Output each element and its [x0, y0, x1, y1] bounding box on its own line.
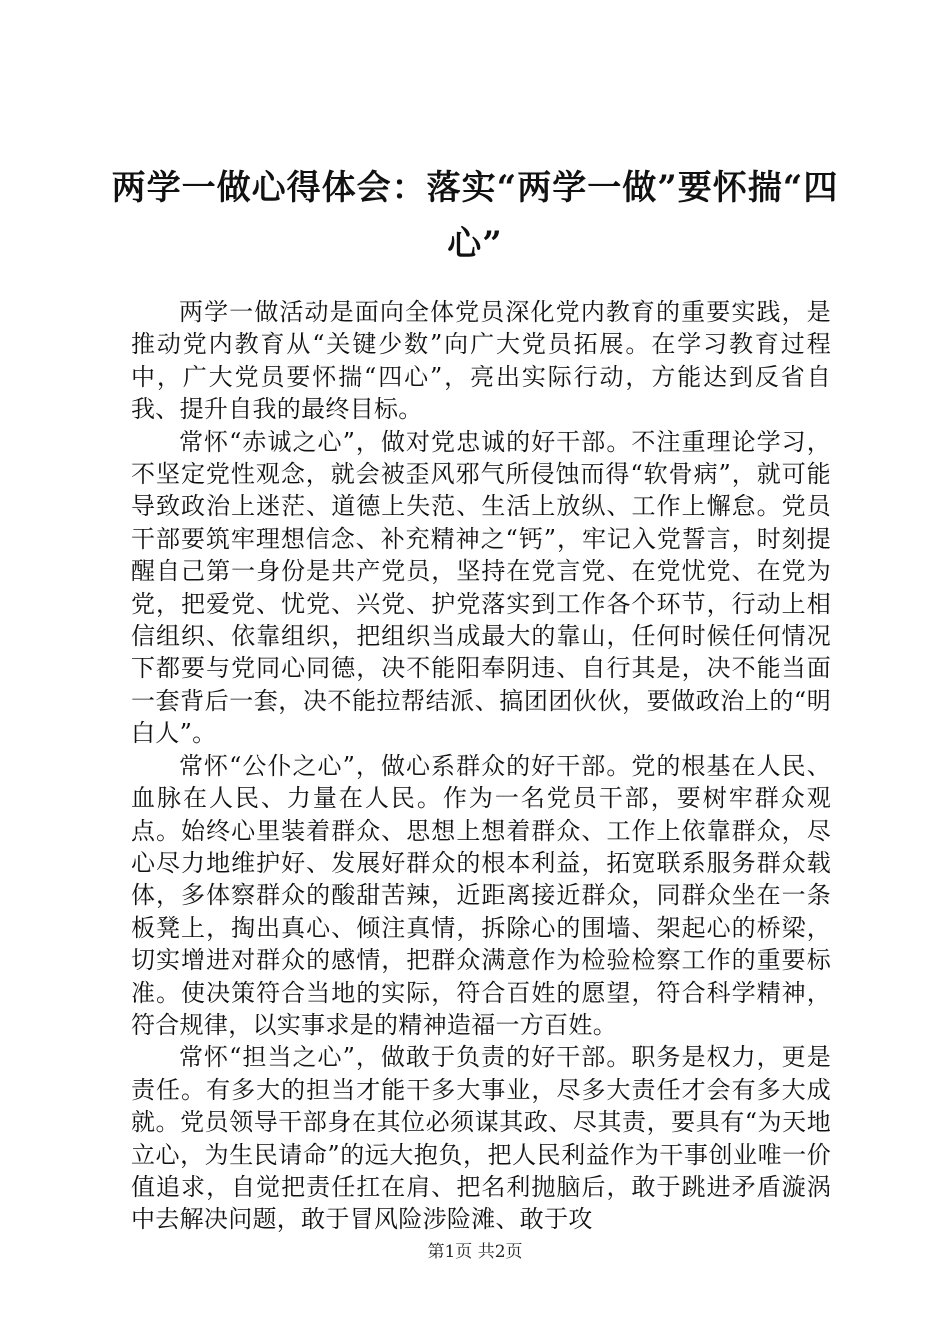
paragraph-service: 常怀“公仆之心”，做心系群众的好干部。党的根基在人民、血脉在人民、力量在人民。作为一名党员干部，要树牢群众观点。始终心里装着群众、思想上想着群众、工作上依靠群众，尽心尽力地维护好、发展好群众的根本利益，拓宽联系服务群众载体，多体察群众的酸甜苦辣，近距离接近群众，同群众坐在一条板凳上，掏出真心、倾注真情，拆除心的围墙、架起心的桥梁，切实增进对群众的感情，把群众满意作为检验检察工作的重要标准。使决策符合当地的实际，符合百姓的愿望，符合科学精神，符合规律，以实事求是的精神造福一方百姓。	[131, 751, 831, 1039]
paragraph-responsibility: 常怀“担当之心”，做敢于负责的好干部。职务是权力，更是责任。有多大的担当才能干多大事业，尽多大责任才会有多大成就。党员领导干部身在其位必须谋其政、尽其责，要具有“为天地立心，为生民请命”的远大抱负，把人民利益作为干事创业唯一价值追求，自觉把责任扛在肩、把名利抛脑后，敢于跳进矛盾漩涡中去解决问题，敢于冒风险涉险滩、敢于攻	[131, 1043, 831, 1234]
document-title: 两学一做心得体会：落实“两学一做”要怀揣“四心”	[111, 168, 839, 264]
page-footer	[0, 1240, 950, 1264]
document-body	[131, 296, 831, 1236]
paragraph-loyalty: 常怀“赤诚之心”，做对党忠诚的好干部。不注重理论学习，不坚定党性观念，就会被歪风邪气所侵蚀而得“软骨病”，就可能导致政治上迷茫、道德上失范、生活上放纵、工作上懈怠。党员干部要筑牢理想信念、补充精神之“钙”，牢记入党誓言，时刻提醒自己第一身份是共产党员，坚持在党言党、在党忧党、在党为党，把爱党、忧党、兴党、护党落实到工作各个环节，行动上相信组织、依靠组织，把组织当成最大的靠山，任何时候任何情况下都要与党同心同德，决不能阳奉阴违、自行其是，决不能当面一套背后一套，决不能拉帮结派、搞团团伙伙，要做政治上的“明白人”。	[131, 427, 831, 748]
paragraph-intro: 两学一做活动是面向全体党员深化党内教育的重要实践，是推动党内教育从“关键少数”向广大党员拓展。在学习教育过程中，广大党员要怀揣“四心”，亮出实际行动，方能达到反省自我、提升自我的最终目标。	[131, 298, 831, 424]
page-indicator: 第1页 共2页	[427, 1242, 523, 1262]
